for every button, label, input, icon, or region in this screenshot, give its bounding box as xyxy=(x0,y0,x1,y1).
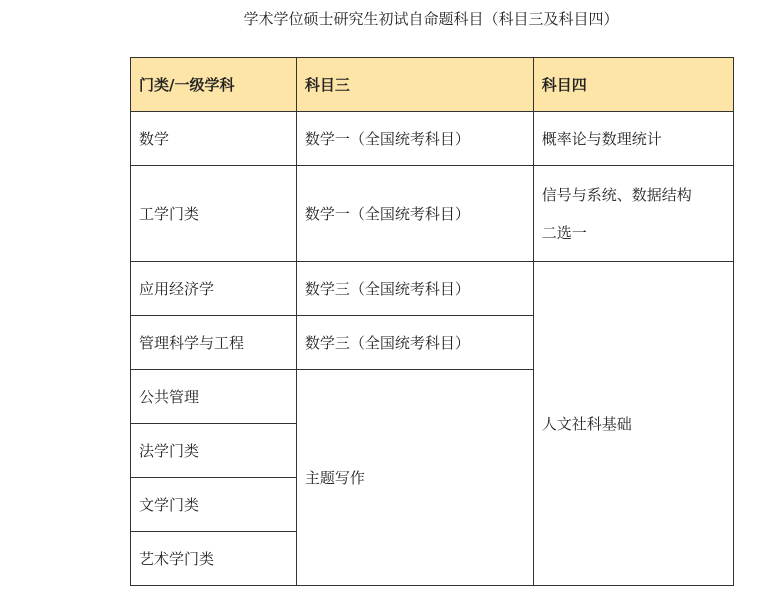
row-category: 艺术学门类 xyxy=(131,532,297,586)
row-category: 应用经济学 xyxy=(131,262,297,316)
row-subject3: 数学一（全国统考科目） xyxy=(296,166,533,262)
shared-subject4-cell: 人文社科基础 xyxy=(533,262,733,586)
row-category: 公共管理 xyxy=(131,370,297,424)
row-category: 数学 xyxy=(131,112,297,166)
subject4-line: 二选一 xyxy=(541,223,587,242)
table-row xyxy=(131,166,734,262)
row-category: 管理科学与工程 xyxy=(131,316,297,370)
line-gap xyxy=(542,206,733,222)
page-title: 学术学位硕士研究生初试自命题科目（科目三及科目四） xyxy=(243,10,619,28)
row-subject3: 数学三（全国统考科目） xyxy=(296,316,533,370)
shared-subject3-cell: 主题写作 xyxy=(296,370,533,586)
table-row xyxy=(131,112,734,166)
row-category: 工学门类 xyxy=(131,166,297,262)
row-subject3: 数学一（全国统考科目） xyxy=(296,112,533,166)
table-row xyxy=(131,262,734,316)
row-category: 法学门类 xyxy=(131,424,297,478)
exam-subjects-table xyxy=(130,57,734,586)
row-subject4: 概率论与数理统计 xyxy=(533,112,733,166)
row-subject3: 数学三（全国统考科目） xyxy=(296,262,533,316)
row-subject4 xyxy=(533,166,733,262)
header-subject4: 科目四 xyxy=(533,58,733,112)
table-header-row xyxy=(131,58,734,112)
header-category: 门类/一级学科 xyxy=(131,58,297,112)
row-category: 文学门类 xyxy=(131,478,297,532)
subject4-line: 信号与系统、数据结构 xyxy=(541,185,692,204)
header-subject3: 科目三 xyxy=(296,58,533,112)
